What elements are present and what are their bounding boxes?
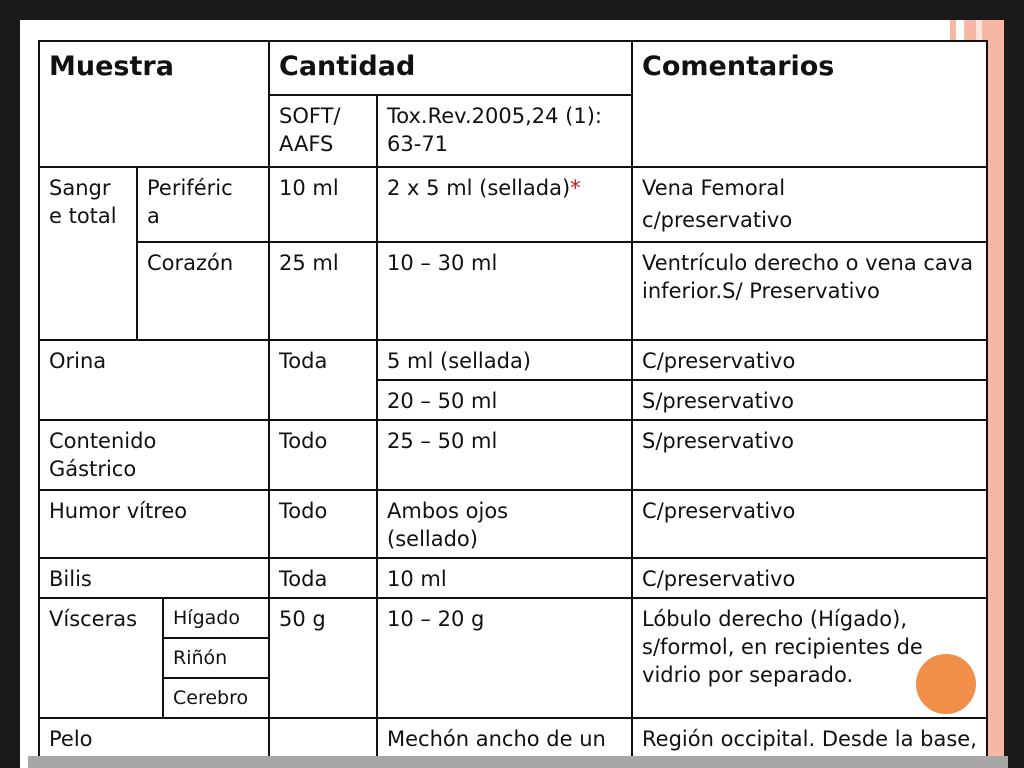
cell-visceras: Vísceras xyxy=(39,598,163,718)
table-row xyxy=(39,242,987,340)
table-row xyxy=(39,598,987,638)
cell-orina-soft: Toda xyxy=(269,340,377,420)
cell-pelo-comment: Región occipital. Desde la base, xyxy=(632,718,987,768)
table-row xyxy=(39,167,987,242)
cell-visceras-soft: 50 g xyxy=(269,598,377,718)
cell-gastrico-soft: Todo xyxy=(269,420,377,490)
cell-pelo: Pelo xyxy=(39,718,269,768)
cell-gastrico: Contenido Gástrico xyxy=(39,420,269,490)
cell-higado: Hígado xyxy=(163,598,269,638)
cell-visceras-tox: 10 – 20 g xyxy=(377,598,632,718)
slide xyxy=(20,20,1004,768)
header-cantidad: Cantidad xyxy=(269,41,632,95)
cell-humor-soft: Todo xyxy=(269,490,377,558)
cell-orina-comment2: S/preservativo xyxy=(632,380,987,420)
cell-periferica-comment: Vena Femoral c/preservativo xyxy=(632,167,987,242)
cell-pelo-tox: Mechón ancho de un xyxy=(377,718,632,768)
cell-corazon-soft: 25 ml xyxy=(269,242,377,340)
cell-gastrico-comment: S/preservativo xyxy=(632,420,987,490)
header-row xyxy=(39,41,987,95)
header-soft-aafs: SOFT/ AAFS xyxy=(269,95,377,167)
table-row xyxy=(39,558,987,598)
cell-rinon: Riñón xyxy=(163,638,269,678)
cell-periferica-tox: 2 x 5 ml (sellada)* xyxy=(377,167,632,242)
cell-bilis-tox: 10 ml xyxy=(377,558,632,598)
cell-bilis: Bilis xyxy=(39,558,269,598)
cell-orina-comment1: C/preservativo xyxy=(632,340,987,380)
cell-corazon-comment: Ventrículo derecho o vena cava inferior.S/ Preservativo xyxy=(632,242,987,340)
cell-cerebro: Cerebro xyxy=(163,678,269,718)
cell-bilis-comment: C/preservativo xyxy=(632,558,987,598)
header-tox-rev: Tox.Rev.2005,24 (1): 63-71 xyxy=(377,95,632,167)
cell-visceras-comment: Lóbulo derecho (Hígado), s/formol, en recipientes de vidrio por separado. xyxy=(632,598,987,718)
table-row xyxy=(39,420,987,490)
cell-sangre-total: Sangre total xyxy=(39,167,137,340)
table-row xyxy=(39,340,987,380)
cell-bilis-soft: Toda xyxy=(269,558,377,598)
bottom-scroll-bar xyxy=(28,756,1008,768)
pointer-marker xyxy=(916,654,976,714)
cell-orina: Orina xyxy=(39,340,269,420)
cell-humor-comment: C/preservativo xyxy=(632,490,987,558)
header-comentarios: Comentarios xyxy=(632,41,987,167)
table-row xyxy=(39,490,987,558)
cell-corazon: Corazón xyxy=(137,242,269,340)
header-muestra: Muestra xyxy=(39,41,269,167)
cell-periferica-soft: 10 ml xyxy=(269,167,377,242)
cell-corazon-tox: 10 – 30 ml xyxy=(377,242,632,340)
cell-humor: Humor vítreo xyxy=(39,490,269,558)
cell-orina-tox2: 20 – 50 ml xyxy=(377,380,632,420)
cell-periferica: Periférica xyxy=(137,167,269,242)
cell-gastrico-tox: 25 – 50 ml xyxy=(377,420,632,490)
cell-orina-tox1: 5 ml (sellada) xyxy=(377,340,632,380)
cell-humor-tox: Ambos ojos (sellado) xyxy=(377,490,632,558)
specimen-table xyxy=(38,40,988,768)
